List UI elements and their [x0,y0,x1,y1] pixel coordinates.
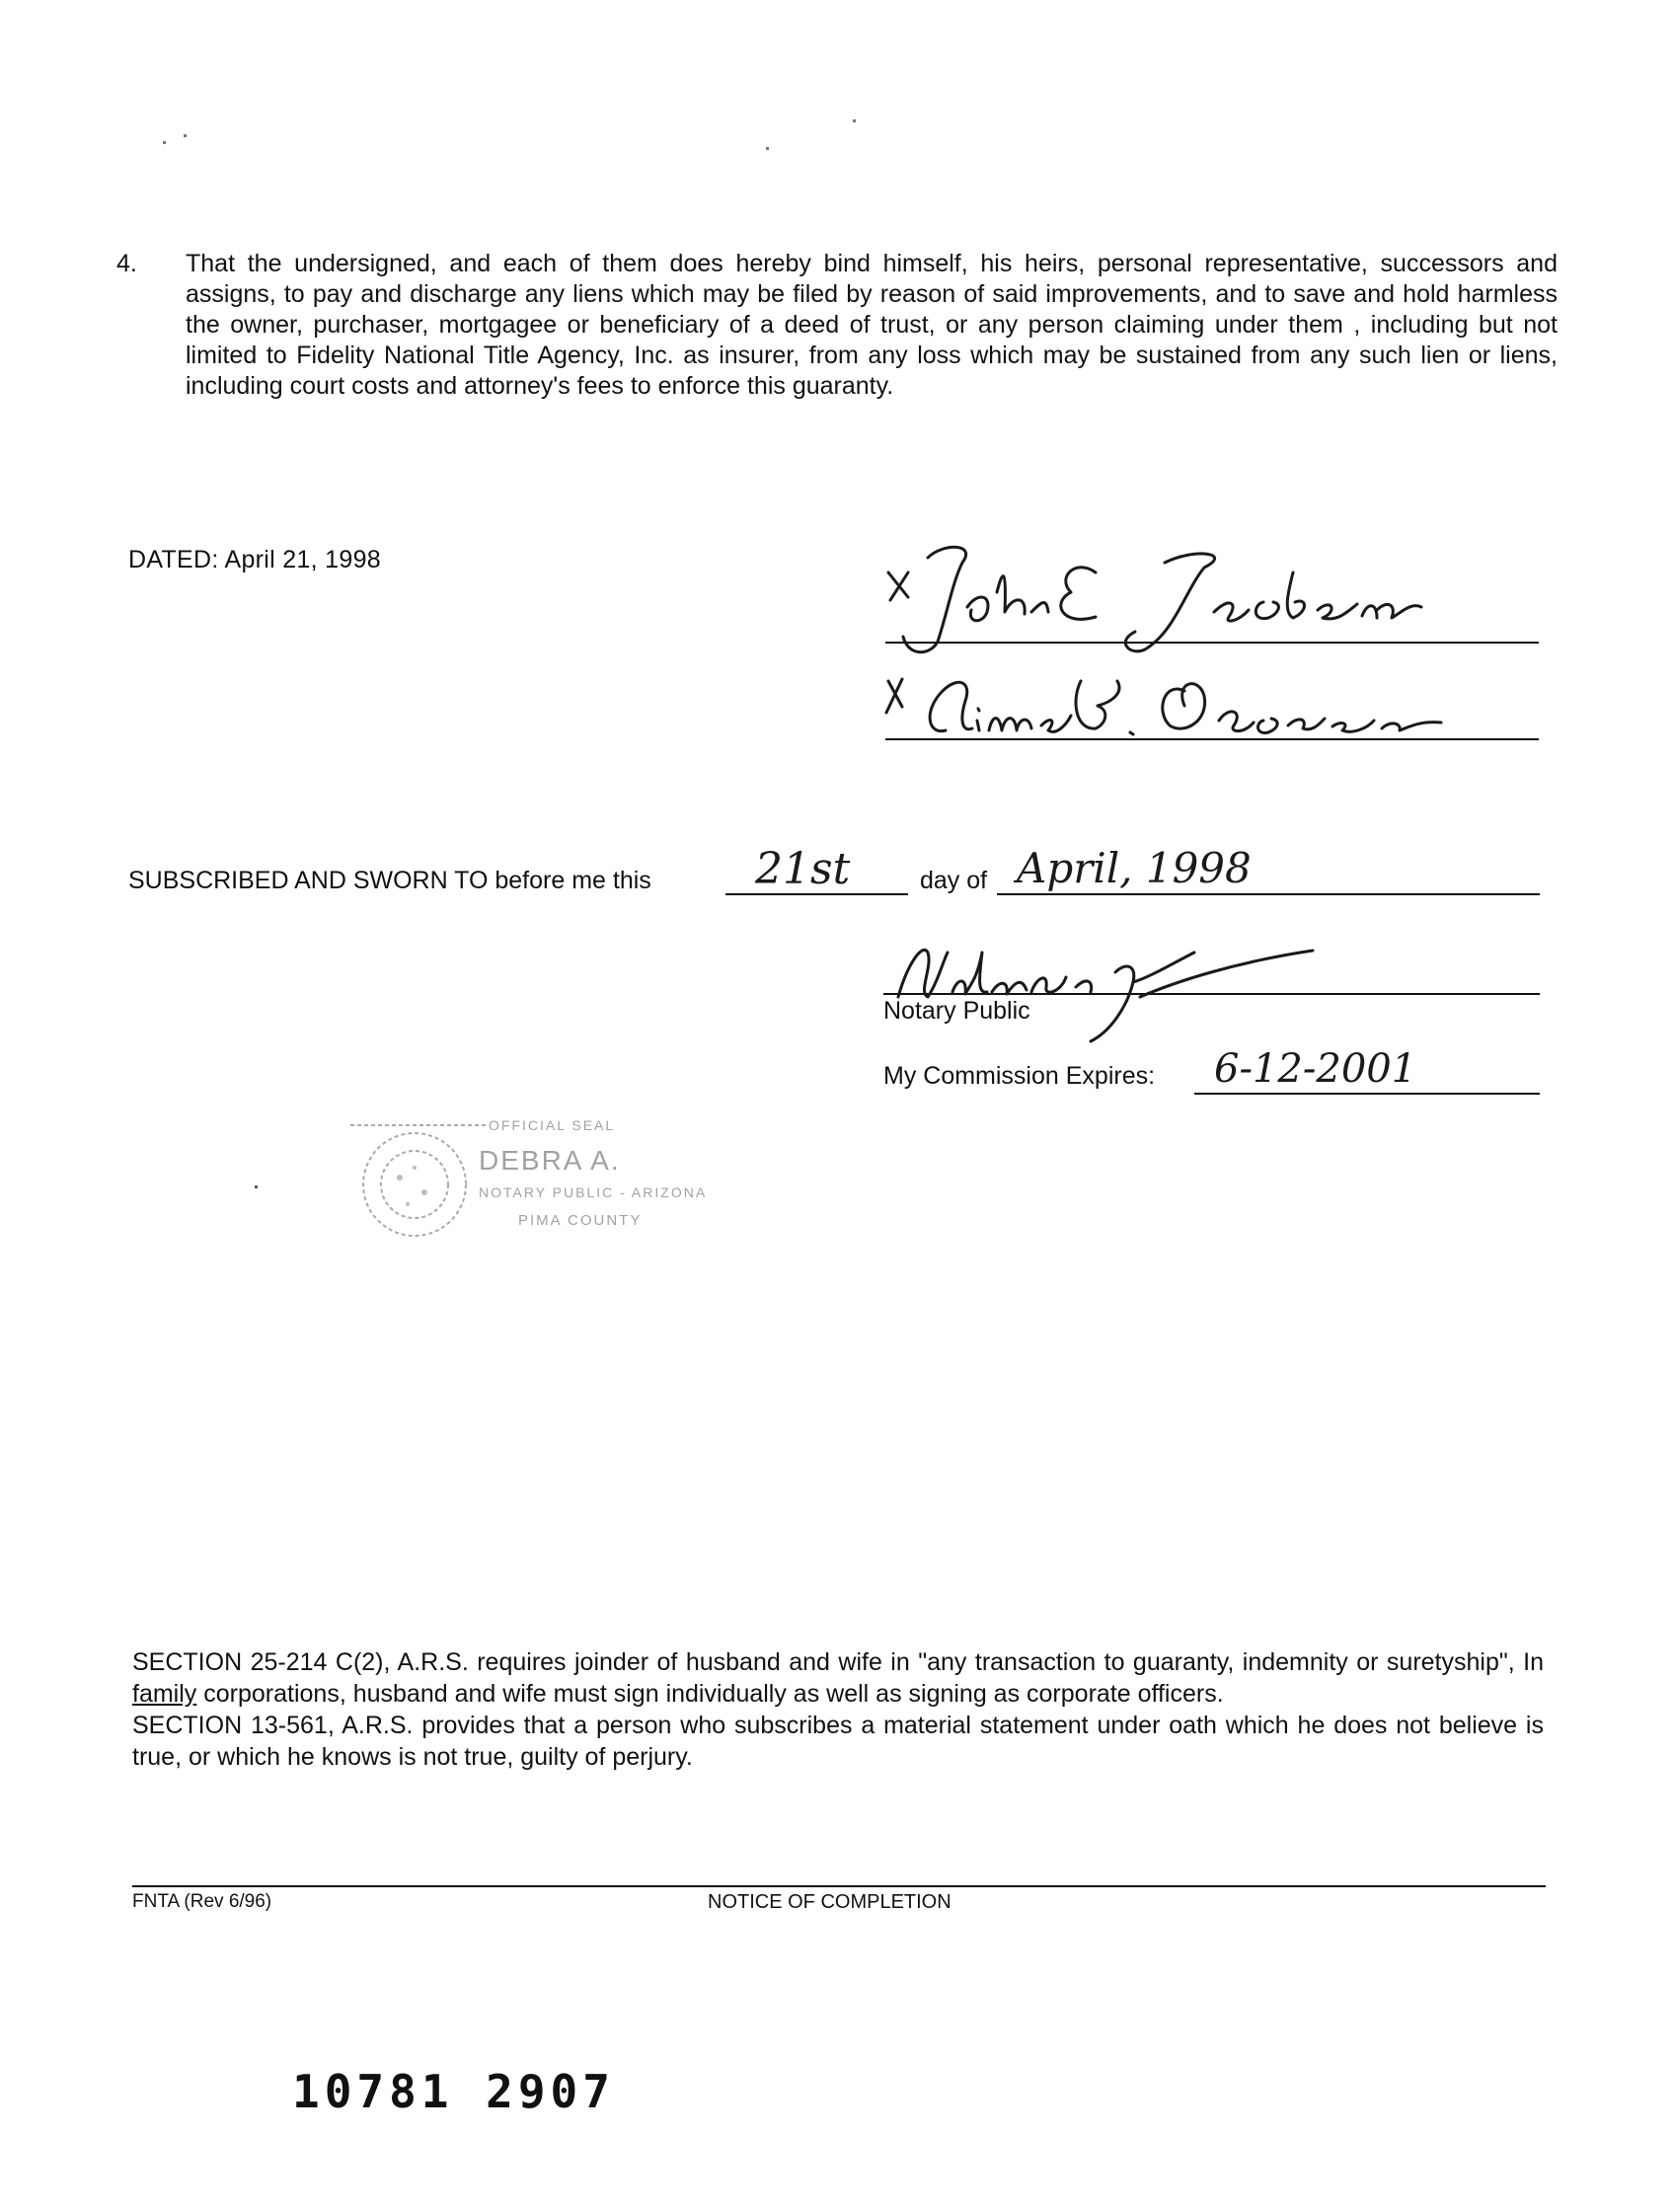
notary-seal-stamp [331,1113,745,1271]
paragraph-4 [116,249,1558,402]
oath-day-of-label: day of [920,867,988,894]
dated-line [128,546,381,574]
seal-line-4: PIMA COUNTY [518,1212,643,1229]
statutory-notice [132,1646,1544,1773]
seal-line-1: OFFICIAL SEAL [489,1117,616,1133]
scan-speck [255,1185,258,1188]
oath-month-year-value: April, 1998 [1017,844,1252,892]
section-13-561: SECTION 13-561, A.R.S. provides that a person who subscribes a material statement under oath which he does not believe is true, or which he knows is not true, guilty of perjury. [132,1712,1544,1771]
recording-number: 10781 2907 [292,2065,615,2118]
scan-speck [766,147,769,150]
notary-public-label: Notary Public [883,997,1030,1025]
paragraph-text: That the undersigned, and each of them does hereby bind himself, his heirs, personal representative, successors and assigns, to pay and discharge any liens which may be filed by reason of said improvements, and to save and hold harmless the owner, purchaser, mortgagee or beneficiary of a deed of trust, or any person claiming under them , including but not limited to Fidelity National Title Agency, Inc. as insurer, from any loss which may be sustained from any such lien or liens, including court costs and attorney's fees to enforce this guaranty. [186,250,1558,400]
commission-expires-label: My Commission Expires: [883,1062,1156,1090]
signature-aimee-jacobsen [869,651,1481,760]
oath-label: SUBSCRIBED AND SWORN TO before me this [128,867,651,894]
commission-date-line [1194,1093,1540,1095]
oath-month-line [997,893,1540,895]
footer-rule [132,1885,1546,1887]
paragraph-number: 4. [116,250,137,277]
dated-value: April 21, 1998 [224,546,381,573]
notary-signature [878,923,1352,1051]
scan-speck [184,134,187,137]
signature-john-e-jacobsen [869,533,1461,661]
scan-speck [853,119,856,122]
section-25-214-text-a: SECTION 25-214 C(2), A.R.S. requires joinder of husband and wife in "any transaction to guaranty, indemnity or suretyship", In [132,1648,1544,1676]
seal-line-3: NOTARY PUBLIC - ARIZONA [479,1184,708,1200]
section-25-214-underlined: family [132,1680,197,1708]
section-25-214 [132,1646,1544,1710]
dated-label: DATED: [128,546,219,573]
form-revision-id: FNTA (Rev 6/96) [132,1891,272,1912]
scan-speck [163,141,166,144]
section-25-214-text-b: corporations, husband and wife must sign individually as well as signing as corporate officers. [196,1680,1224,1708]
commission-date-value: 6-12-2001 [1214,1046,1417,1092]
form-title: NOTICE OF COMPLETION [708,1891,951,1913]
oath-day-value: 21st [755,844,851,894]
seal-line-2: DEBRA A. [479,1145,621,1176]
